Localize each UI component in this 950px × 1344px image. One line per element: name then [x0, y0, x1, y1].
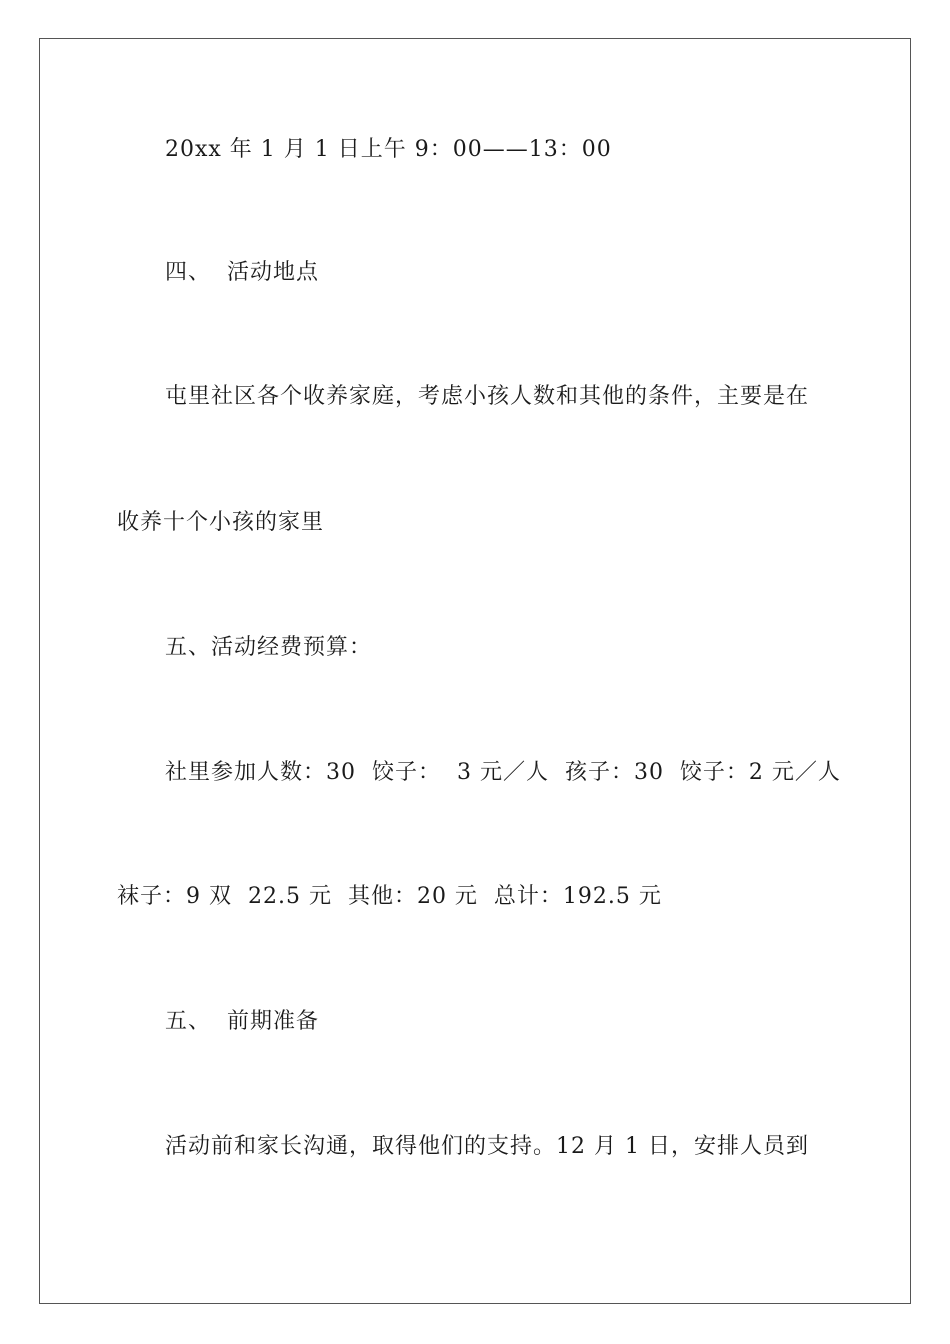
section-heading-location: 四、 活动地点	[165, 260, 319, 285]
section-heading-budget: 五、活动经费预算：	[165, 635, 373, 660]
budget-paragraph-line-1: 社里参加人数：30 饺子： 3 元／人 孩子：30 饺子：2 元／人	[165, 760, 841, 785]
location-paragraph-line-1: 屯里社区各个收养家庭，考虑小孩人数和其他的条件，主要是在	[165, 384, 810, 409]
event-time-line: 20xx 年 1 月 1 日上午 9：00——13：00	[165, 137, 612, 162]
page-border	[39, 38, 911, 1304]
section-heading-preparation: 五、 前期准备	[165, 1009, 319, 1034]
budget-paragraph-line-2: 袜子：9 双 22.5 元 其他：20 元 总计：192.5 元	[117, 884, 662, 909]
preparation-paragraph-line-1: 活动前和家长沟通，取得他们的支持。12 月 1 日，安排人员到	[165, 1134, 809, 1159]
location-paragraph-line-2: 收养十个小孩的家里	[117, 510, 325, 535]
